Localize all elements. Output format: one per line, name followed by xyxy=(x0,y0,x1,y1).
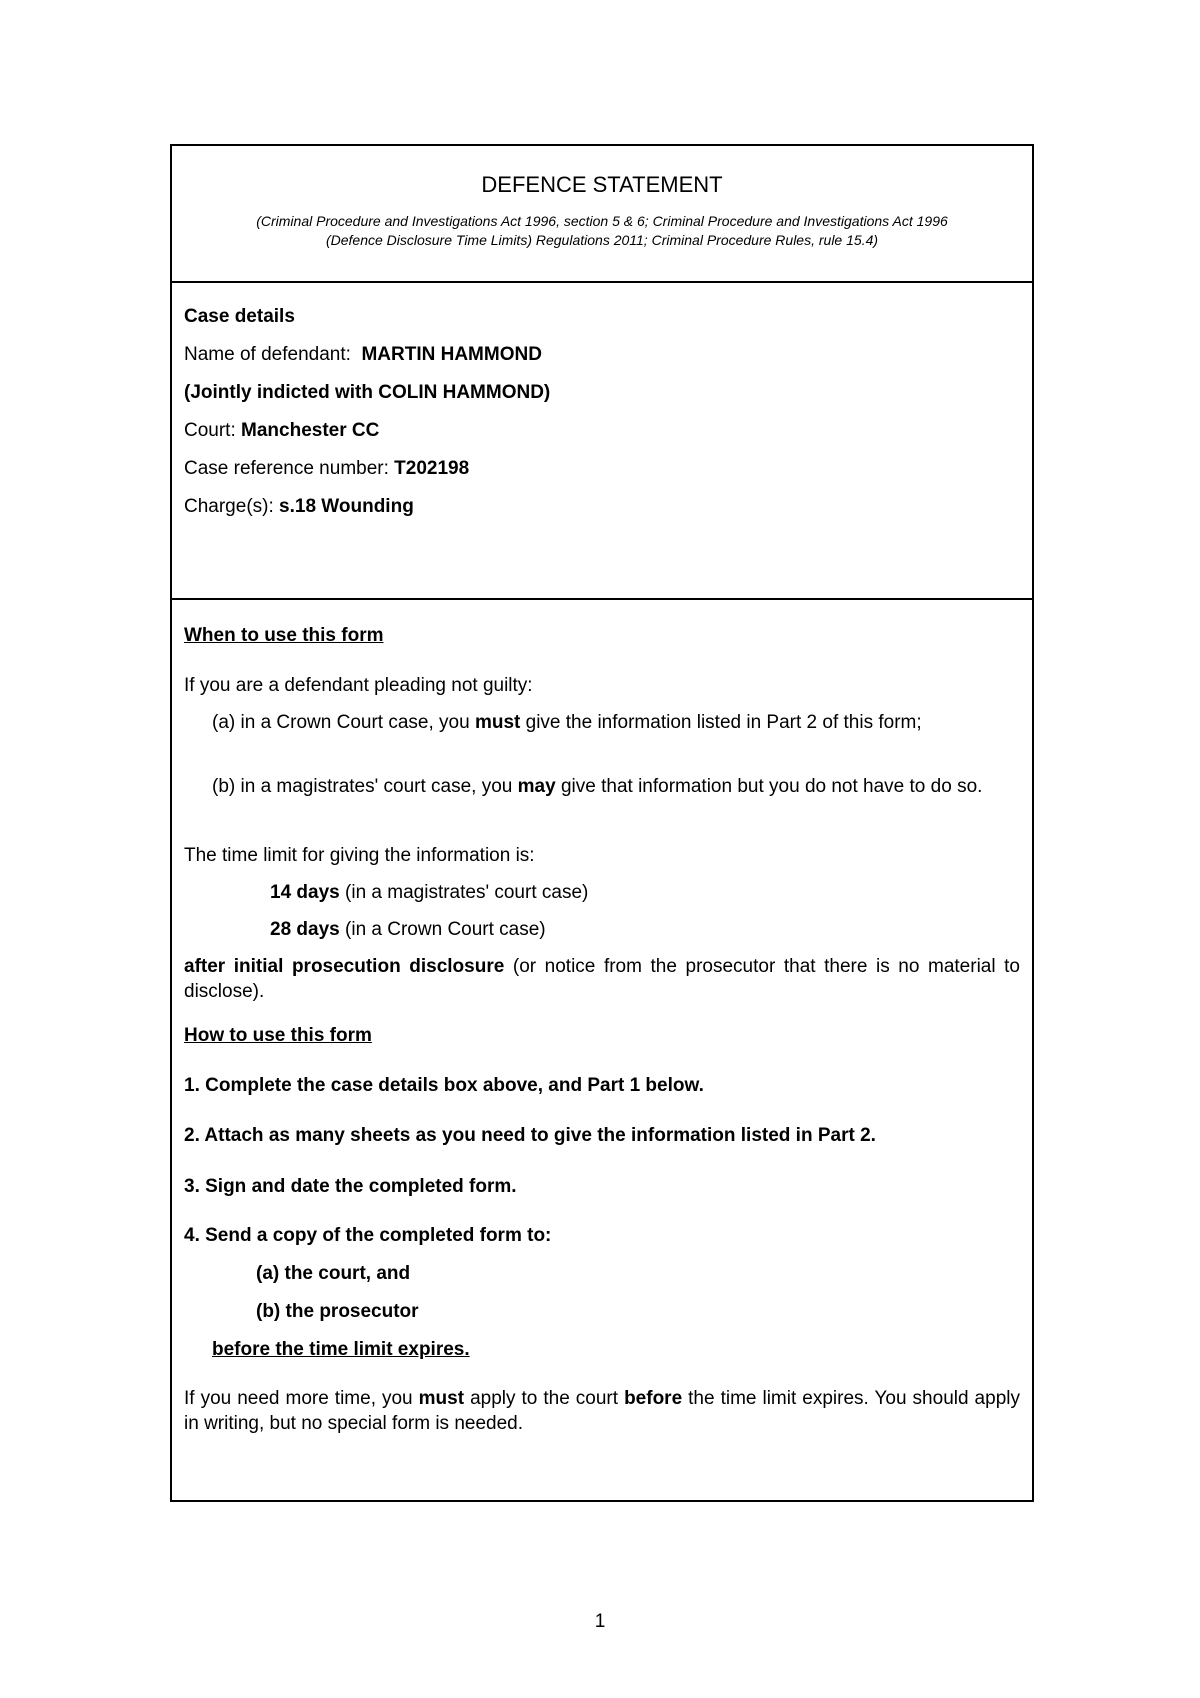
magistrates-days-note: (in a magistrates' court case) xyxy=(345,882,589,903)
crown-court-time-limit xyxy=(270,918,1020,942)
step-4-prosecutor: (b) the prosecutor xyxy=(256,1301,419,1322)
extension-note-part-1: If you need more time, you xyxy=(184,1388,413,1409)
crown-court-condition-start: (a) in a Crown Court case, you xyxy=(212,712,470,733)
crown-court-days-note: (in a Crown Court case) xyxy=(345,919,546,940)
step-4-court: (a) the court, and xyxy=(256,1263,411,1284)
court-label: Court: xyxy=(184,420,236,441)
defendant-label: Name of defendant: xyxy=(184,344,351,365)
magistrates-condition-start: (b) in a magistrates' court case, you xyxy=(212,776,513,797)
jointly-indicted-note: (Jointly indicted with COLIN HAMMOND) xyxy=(184,382,551,403)
magistrates-time-limit xyxy=(270,881,1020,905)
form-title: DEFENCE STATEMENT xyxy=(481,172,723,197)
charges-row xyxy=(184,495,1020,519)
crown-court-days: 28 days xyxy=(270,919,340,940)
extension-must-emphasis: must xyxy=(418,1388,465,1409)
how-to-use-heading: How to use this form xyxy=(184,1025,372,1046)
defence-statement-form xyxy=(170,144,1034,1502)
extension-note-part-3: the time limit expires. You should apply in writing, but no special form is needed. xyxy=(184,1388,1020,1434)
legal-reference-line-2: (Defence Disclosure Time Limits) Regulations 2011; Criminal Procedure Rules, rule 15.4) xyxy=(325,232,879,248)
extension-before-emphasis: before xyxy=(624,1388,683,1409)
magistrates-condition-end: give that information but you do not have to do so. xyxy=(560,776,983,797)
court-name: Manchester CC xyxy=(241,420,380,441)
must-emphasis: must xyxy=(474,712,521,733)
crown-court-condition xyxy=(212,710,1020,735)
magistrates-court-condition xyxy=(212,774,1020,799)
defendant-row xyxy=(184,343,1020,367)
instructions-box xyxy=(172,600,1032,1500)
step-2: 2. Attach as many sheets as you need to give the information listed in Part 2. xyxy=(184,1125,876,1146)
when-to-use-intro: If you are a defendant pleading not guilty: xyxy=(184,675,533,696)
page-number: 1 xyxy=(594,1611,606,1632)
when-to-use-heading: When to use this form xyxy=(184,625,384,646)
extension-note xyxy=(184,1386,1020,1436)
case-reference-label: Case reference number: xyxy=(184,458,389,479)
deadline-note: before the time limit expires. xyxy=(212,1339,470,1360)
charges-value: s.18 Wounding xyxy=(279,496,414,517)
case-details-heading: Case details xyxy=(184,306,295,327)
step-1: 1. Complete the case details box above, and Part 1 below. xyxy=(184,1075,704,1096)
case-details-box xyxy=(172,283,1032,600)
disclosure-trigger xyxy=(184,954,1020,1004)
form-legal-references xyxy=(192,212,1012,250)
time-limit-intro: The time limit for giving the information is: xyxy=(184,845,535,866)
legal-reference-line-1: (Criminal Procedure and Investigations Act 1996, section 5 & 6; Criminal Procedure and Investigations Act 1996 xyxy=(256,213,948,229)
case-reference-number: T202198 xyxy=(394,458,470,479)
court-row xyxy=(184,419,1020,443)
form-header xyxy=(172,146,1032,283)
disclosure-trigger-note: (or notice from the prosecutor that there is no material to disclose). xyxy=(184,956,1020,1002)
extension-note-part-2: apply to the court xyxy=(470,1388,619,1409)
step-3: 3. Sign and date the completed form. xyxy=(184,1176,517,1197)
case-reference-row xyxy=(184,457,1020,481)
magistrates-days: 14 days xyxy=(270,882,340,903)
disclosure-trigger-emphasis: after initial prosecution disclosure xyxy=(184,956,505,977)
defendant-name: MARTIN HAMMOND xyxy=(361,344,542,365)
may-emphasis: may xyxy=(517,776,556,797)
crown-court-condition-end: give the information listed in Part 2 of this form; xyxy=(525,712,922,733)
step-4: 4. Send a copy of the completed form to: xyxy=(184,1225,552,1246)
charges-label: Charge(s): xyxy=(184,496,274,517)
